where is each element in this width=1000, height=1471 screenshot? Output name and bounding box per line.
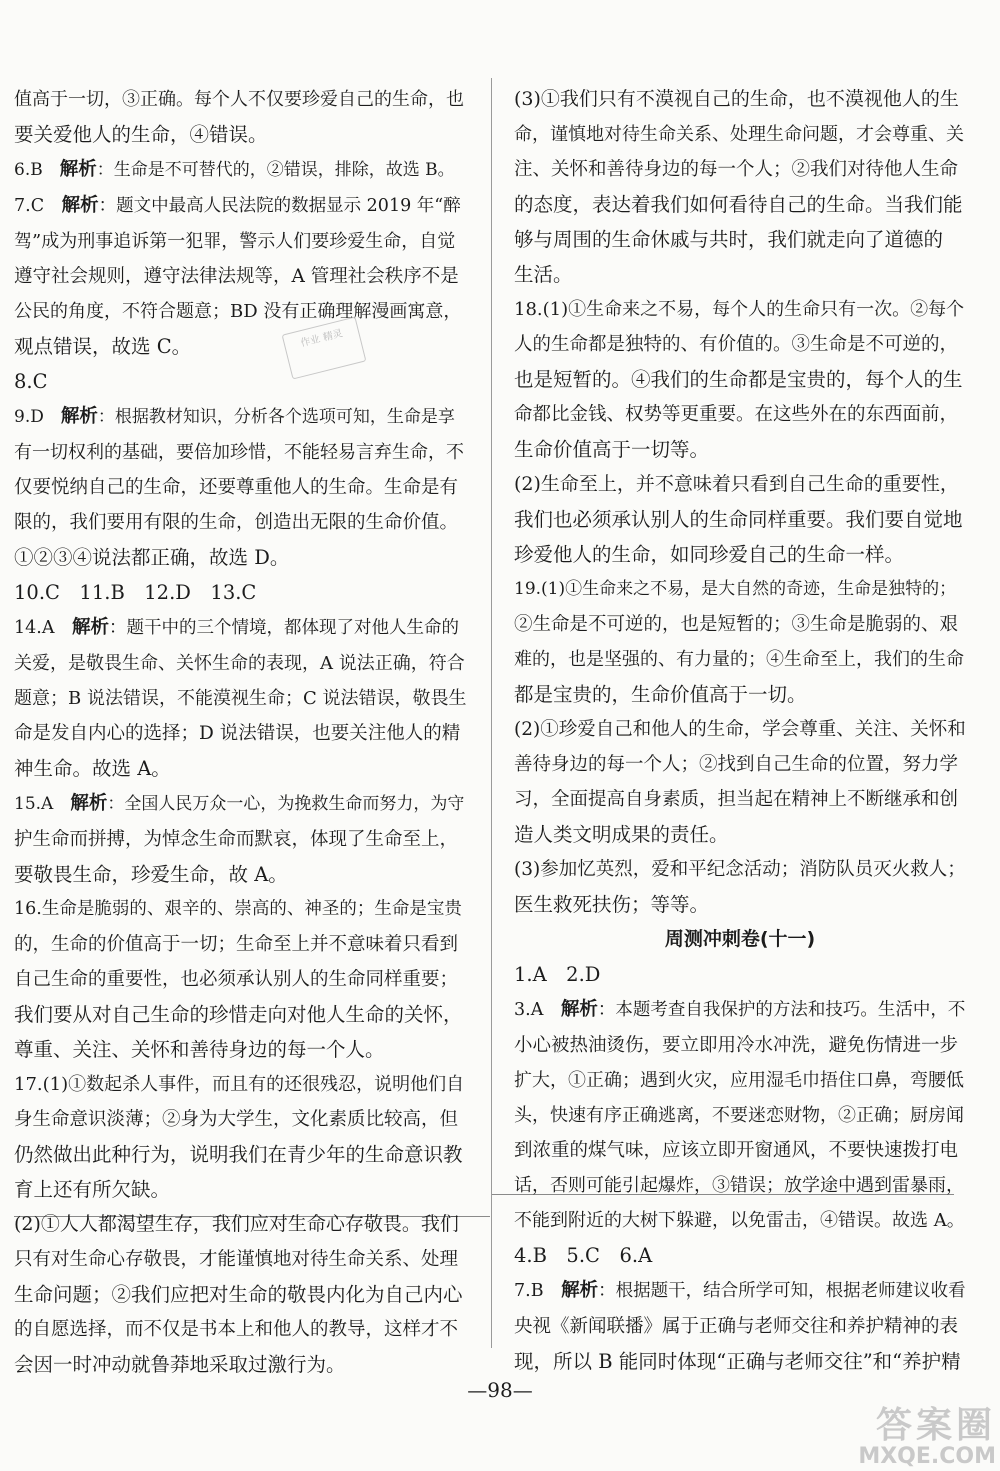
left-line: 仍然做出此种行为，说明我们在青少年的生命意识教 bbox=[14, 1143, 463, 1166]
left-line: 16.生命是脆弱的、艰辛的、崇高的、神圣的；生命是宝贵 bbox=[14, 899, 462, 919]
right-line: 生命价值高于一切等。 bbox=[514, 438, 710, 461]
watermark-logo bbox=[756, 1406, 996, 1470]
right-column bbox=[514, 82, 966, 1379]
left-line: 10.C 11.B 12.D 13.C bbox=[14, 581, 257, 604]
right-line: 造人类文明成果的责任。 bbox=[514, 823, 729, 846]
right-line: 珍爱他人的生命，如同珍爱自己的生命一样。 bbox=[514, 543, 905, 566]
analysis-label: 解析 bbox=[560, 999, 598, 1020]
left-line: 7.C 解析：题文中最高人民法院的数据显示 2019 年“醉 bbox=[14, 195, 461, 216]
left-line: 仅要悦纳自己的生命，还要尊重他人的生命。生命是有 bbox=[14, 477, 459, 498]
left-line: 17.(1)①数起杀人事件，而且有的还很残忍，说明他们自 bbox=[14, 1074, 465, 1095]
left-line: 的自愿选择，而不仅是书本上和他人的教导，这样才不 bbox=[14, 1319, 459, 1340]
right-line: 难的，也是坚强的、有力量的；④生命至上，我们的生命 bbox=[514, 649, 964, 670]
left-line: ①②③④说法都正确，故选 D。 bbox=[14, 546, 290, 569]
right-line: 习，全面提高自身素质，担当起在精神上不断继承和创 bbox=[514, 789, 959, 810]
right-line: 小心被热油烫伤，要立即用冷水冲洗，避免伤情进一步 bbox=[514, 1035, 959, 1056]
left-line: 要敬畏生命，珍爱生命，故 A。 bbox=[14, 863, 288, 886]
analysis-label: 解析 bbox=[59, 159, 97, 180]
right-line: (2)生命至上，并不意味着只看到自己生命的重要性， bbox=[514, 473, 959, 495]
left-line: 我们要从对自己生命的珍惜走向对他人生命的关怀， bbox=[14, 1003, 463, 1026]
right-line: 扩大，①正确；遇到火灾，应用湿毛巾捂住口鼻，弯腰低 bbox=[514, 1070, 964, 1091]
analysis-label: 解析 bbox=[561, 1280, 599, 1301]
right-line: 3.A 解析：本题考查自我保护的方法和技巧。生活中，不 bbox=[514, 999, 966, 1020]
right-line: 19.(1)①生命来之不易，是大自然的奇迹，生命是独特的； bbox=[514, 579, 957, 599]
right-line: 命都比金钱、权势等更重要。在这些外在的东西面前， bbox=[514, 404, 959, 425]
right-line: 7.B 解析：根据题干，结合所学可知，根据老师建议收看 bbox=[514, 1280, 966, 1301]
right-line: (3)①我们只有不漠视自己的生命，也不漠视他人的生 bbox=[514, 88, 959, 110]
right-line: 现，所以 B 能同时体现“正确与老师交往”和“养护精 bbox=[514, 1350, 961, 1373]
right-line: 命，谨慎地对待生命关系、处理生命问题，才会尊重、关 bbox=[514, 124, 964, 145]
right-line: 也是短暂的。④我们的生命都是宝贵的，每个人的生 bbox=[514, 368, 963, 391]
right-line: 不能到附近的大树下躲避，以免雷击，④错误。故选 A。 bbox=[514, 1210, 965, 1231]
right-line: (2)①珍爱自己和他人的生命，学会尊重、关注、关怀和 bbox=[514, 719, 966, 740]
watermark-bottom: MXQE.COM bbox=[858, 1444, 996, 1469]
analysis-label: 解析 bbox=[70, 793, 108, 814]
left-line: (2)①人人都渴望生存，我们应对生命心存敬畏。我们 bbox=[14, 1213, 459, 1235]
column-divider bbox=[491, 78, 492, 1348]
right-line: 生活。 bbox=[514, 263, 573, 286]
right-line: 都是宝贵的，生命价值高于一切。 bbox=[514, 683, 807, 706]
right-line: 够与周围的生命休戚与共时，我们就走向了道德的 bbox=[514, 228, 944, 251]
right-line: 我们也必须承认别人的生命同样重要。我们要自觉地 bbox=[514, 508, 963, 531]
left-line: 限的，我们要用有限的生命，创造出无限的生命价值。 bbox=[14, 512, 459, 533]
left-line: 驾”成为刑事追诉第一犯罪，警示人们要珍爱生命，自觉 bbox=[14, 231, 456, 252]
left-line: 遵守社会规则，遵守法律法规等，A 管理社会秩序不是 bbox=[14, 266, 459, 287]
left-line: 公民的角度，不符合题意；BD 没有正确理解漫画寓意， bbox=[14, 301, 462, 322]
stamp-logo: 作业 精灵 bbox=[282, 316, 367, 379]
left-line: 会因一时冲动就鲁莽地采取过激行为。 bbox=[14, 1353, 346, 1376]
left-line: 6.B 解析：生命是不可替代的，②错误，排除，故选 B。 bbox=[14, 159, 455, 180]
left-line: 生命问题；②我们应把对生命的敬畏内化为自己内心 bbox=[14, 1283, 463, 1306]
right-line: 善待身边的每一个人；②找到自己生命的位置，努力学 bbox=[514, 754, 959, 775]
right-line: (3)参加忆英烈，爱和平纪念活动；消防队员灭火救人； bbox=[514, 859, 966, 880]
right-line: 医生救死扶伤；等等。 bbox=[514, 893, 710, 916]
analysis-label: 解析 bbox=[60, 406, 98, 427]
left-line: 题意；B 说法错误，不能漠视生命；C 说法错误，敬畏生 bbox=[14, 688, 467, 709]
right-line: 注、关怀和善待身边的每一个人；②我们对待他人生命 bbox=[514, 159, 959, 180]
left-line: 14.A 解析：题干中的三个情境，都体现了对他人生命的 bbox=[14, 617, 459, 638]
left-line: 值高于一切，③正确。每个人不仅要珍爱自己的生命，也 bbox=[14, 89, 464, 110]
right-line: 18.(1)①生命来之不易，每个人的生命只有一次。②每个 bbox=[514, 299, 965, 320]
page-number: —98— bbox=[467, 1378, 533, 1402]
left-line: 神生命。故选 A。 bbox=[14, 757, 171, 780]
right-line: 到浓重的煤气味，应该立即开窗通风，不要快速拨打电 bbox=[514, 1140, 959, 1161]
left-line: 要关爱他人的生命，④错误。 bbox=[14, 123, 268, 146]
analysis-label: 解析 bbox=[61, 195, 99, 216]
left-line: 的，生命的价值高于一切；生命至上并不意味着只看到 bbox=[14, 934, 459, 955]
right-line: 央视《新闻联播》属于正确与老师交往和养护精神的表 bbox=[514, 1316, 959, 1337]
left-line: 关爱，是敬畏生命、关怀生命的表现，A 说法正确，符合 bbox=[14, 653, 465, 674]
left-line: 自己生命的重要性，也必须承认别人的生命同样重要； bbox=[14, 969, 459, 990]
left-line: 有一切权利的基础，要倍加珍惜，不能轻易言弃生命，不 bbox=[14, 442, 464, 463]
right-line: 人的生命都是独特的、有价值的。③生命是不可逆的， bbox=[514, 334, 959, 355]
left-line: 育上还有所欠缺。 bbox=[14, 1178, 171, 1201]
section-title: 周测冲刺卷(十一) bbox=[664, 928, 816, 950]
right-line: 4.B 5.C 6.A bbox=[514, 1244, 653, 1267]
left-line: 尊重、关注、关怀和善待身边的每一个人。 bbox=[14, 1038, 385, 1061]
left-column bbox=[14, 82, 466, 1382]
watermark-top: 答案圈 bbox=[875, 1405, 996, 1446]
left-line: 命是发自内心的选择；D 说法错误，也要关注他人的精 bbox=[14, 723, 461, 744]
right-line: 的态度，表达着我们如何看待自己的生命。当我们能 bbox=[514, 193, 963, 216]
left-line: 护生命而拼搏，为悼念生命而默哀，体现了生命至上， bbox=[14, 829, 459, 850]
left-line: 只有对生命心存敬畏，才能谨慎地对待生命关系、处理 bbox=[14, 1249, 459, 1270]
right-line: 话，否则可能引起爆炸，③错误；放学途中遇到雷暴雨， bbox=[514, 1175, 964, 1196]
left-line: 8.C bbox=[14, 370, 48, 393]
left-line: 身生命意识淡薄；②身为大学生，文化素质比较高，但 bbox=[14, 1109, 459, 1130]
analysis-label: 解析 bbox=[71, 617, 109, 638]
left-line: 9.D 解析：根据教材知识，分析各个选项可知，生命是享 bbox=[14, 406, 455, 427]
right-line: 头，快速有序正确逃离，不要迷恋财物，②正确；厨房闻 bbox=[514, 1105, 964, 1126]
right-line: 1.A 2.D bbox=[514, 963, 601, 986]
left-line: 15.A 解析：全国人民万众一心，为挽救生命而努力，为守 bbox=[14, 793, 465, 814]
right-line: ②生命是不可逆的，也是短暂的；③生命是脆弱的、艰 bbox=[514, 614, 959, 635]
left-line: 观点错误，故选 C。 bbox=[14, 335, 192, 358]
